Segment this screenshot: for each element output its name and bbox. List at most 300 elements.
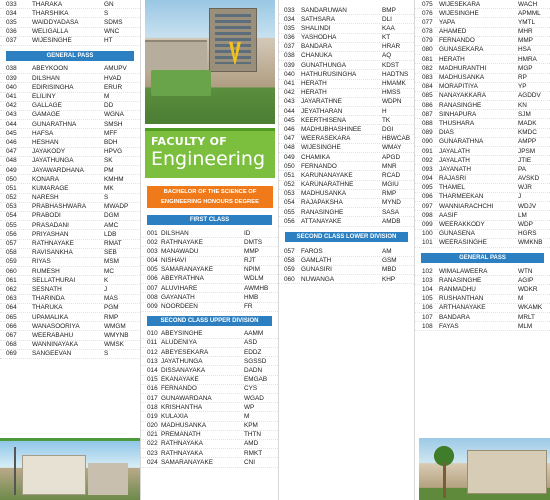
- initials: MNR: [382, 162, 397, 170]
- entry-number: 107: [422, 313, 433, 321]
- student-name: THARUKA: [32, 304, 63, 312]
- student-name: BANDARA: [439, 313, 470, 321]
- student-name: RUSHANTHAN: [439, 295, 484, 303]
- initials: RCAD: [382, 171, 401, 179]
- entry-number: 057: [284, 248, 295, 255]
- entry-number: 044: [284, 107, 295, 115]
- entry-number: 098: [422, 211, 433, 219]
- entry-number: 096: [422, 193, 433, 201]
- initials: AVSKD: [518, 175, 540, 183]
- initials: WDP: [518, 221, 533, 228]
- faculty-building-photo: [145, 0, 275, 124]
- initials: WGNA: [104, 111, 124, 119]
- entry-number: 037: [6, 37, 17, 45]
- student-name: GUNATHUNGA: [301, 61, 346, 69]
- student-name: MADHURANTHI: [439, 64, 487, 72]
- results-list: [279, 248, 414, 285]
- list-item: [0, 350, 140, 359]
- entry-number: 069: [6, 350, 17, 358]
- student-name: PRABODI: [32, 212, 61, 220]
- initials: DGI: [382, 125, 394, 133]
- entry-number: 090: [422, 138, 433, 146]
- student-name: RANASINGHE: [301, 208, 344, 216]
- entry-number: 067: [6, 331, 17, 339]
- faculty-of-label: FACULTY OF: [151, 135, 228, 148]
- entry-number: 054: [284, 199, 295, 207]
- student-name: SELLATHURAI: [32, 276, 76, 284]
- results-list: [141, 330, 278, 468]
- entry-number: 009: [147, 303, 158, 310]
- degree-title: BACHELOR OF THE SCIENCE OF ENGINEERING HONOURS DEGREE: [147, 186, 273, 208]
- student-name: GUNARATHNA: [439, 138, 484, 146]
- initials: S: [104, 350, 109, 358]
- initials: H: [382, 107, 387, 115]
- student-name: SANGEEVAN: [32, 350, 72, 358]
- student-name: JAYAWARDHANA: [32, 166, 84, 174]
- student-name: WIJESINGHE: [439, 9, 479, 17]
- student-name: WIJESINGHE: [301, 144, 341, 152]
- initials: M: [518, 295, 524, 303]
- entry-number: 049: [284, 153, 295, 161]
- student-name: MORAPITIYA: [439, 83, 478, 91]
- student-name: RAJAPAKSHA: [301, 199, 343, 207]
- student-name: RATHNAYAKE: [32, 240, 74, 247]
- entry-number: 075: [422, 0, 433, 8]
- student-name: WIMALAWEERA: [439, 267, 488, 275]
- student-name: RAJASRI: [439, 175, 466, 183]
- entry-number: 010: [147, 330, 158, 338]
- student-name: WANNINAYAKA: [32, 341, 79, 349]
- initials: WKAMK: [518, 304, 543, 312]
- initials: WGAD: [244, 394, 264, 402]
- initials: DADN: [244, 366, 263, 374]
- entry-number: 037: [284, 43, 295, 51]
- entry-number: 034: [6, 9, 17, 17]
- second-upper-header: SECOND CLASS UPPER DIVISION: [147, 316, 272, 326]
- general-pass-header: GENERAL PASS: [6, 51, 134, 61]
- entry-number: 057: [6, 240, 17, 247]
- initials: WACH: [518, 0, 538, 8]
- student-name: UPAMALIKA: [32, 313, 69, 321]
- entry-number: 034: [284, 15, 295, 23]
- initials: AMC: [104, 221, 119, 229]
- initials: KMHM: [104, 175, 124, 183]
- initials: DLI: [382, 15, 392, 23]
- entry-number: 103: [422, 276, 433, 284]
- entry-number: 050: [284, 162, 295, 170]
- entry-number: 045: [6, 129, 17, 137]
- initials: M: [104, 93, 110, 100]
- student-name: DILSHAN: [32, 74, 60, 82]
- initials: EMGAB: [244, 376, 268, 384]
- initials: HMRA: [518, 55, 537, 63]
- initials: MBD: [382, 266, 397, 274]
- entry-number: 039: [284, 61, 295, 69]
- entry-number: 056: [6, 230, 17, 238]
- student-name: WIJESINGHE: [32, 37, 72, 45]
- student-name: SHALINDI: [301, 24, 331, 32]
- initials: SJM: [518, 110, 531, 118]
- initials: MFF: [104, 129, 118, 137]
- student-name: SINHAPURA: [439, 110, 477, 118]
- initials: KT: [382, 34, 391, 42]
- entry-number: 079: [422, 37, 433, 45]
- initials: LDB: [104, 230, 117, 238]
- student-name: FERNANDO: [439, 37, 475, 45]
- student-name: NOORDEEN: [161, 303, 198, 310]
- student-name: DIAS: [439, 129, 454, 137]
- student-name: KUMARAGE: [32, 184, 69, 192]
- graduates-photo: [0, 438, 140, 500]
- results-column-1: [0, 0, 140, 500]
- student-name: KARUNARATHNE: [301, 181, 354, 189]
- initials: ID: [244, 229, 251, 237]
- student-name: WEERASEKARA: [301, 135, 351, 143]
- entry-number: 053: [284, 190, 295, 198]
- initials: WMYNB: [104, 331, 129, 339]
- student-name: THARINDA: [32, 295, 65, 303]
- student-name: GAMLATH: [301, 257, 332, 265]
- student-name: THUSHARA: [439, 119, 475, 127]
- list-item: [279, 275, 414, 284]
- first-class-header: FIRST CLASS: [147, 215, 272, 225]
- student-name: ABEYSINGHE: [161, 330, 203, 338]
- student-name: RANMADHU: [439, 285, 476, 293]
- initials: WDLM: [244, 275, 264, 283]
- initials: MGP: [518, 64, 533, 72]
- entry-number: 042: [284, 89, 295, 97]
- faculty-name: Engineering: [151, 148, 265, 170]
- student-name: MADHUSANKA: [161, 422, 207, 430]
- student-name: WEERABAHU: [32, 331, 74, 339]
- initials: HADTNS: [382, 70, 409, 78]
- student-name: GUNAWARDANA: [161, 394, 212, 402]
- student-name: ATTANAYAKE: [301, 217, 342, 225]
- results-list: [0, 65, 140, 359]
- student-name: YASHODHA: [301, 34, 337, 42]
- student-name: FERNANDO: [301, 162, 337, 170]
- initials: MK: [104, 184, 114, 192]
- initials: RMKT: [244, 449, 263, 457]
- initials: AMDB: [382, 217, 401, 225]
- student-name: RATHNAYAKE: [161, 238, 203, 246]
- initials: YMTL: [518, 18, 536, 26]
- entry-number: 036: [284, 34, 295, 42]
- student-name: PRASADANI: [32, 221, 69, 229]
- initials: WJR: [518, 184, 532, 192]
- initials: J: [518, 193, 522, 201]
- initials: SASA: [382, 208, 400, 216]
- student-name: FAROS: [301, 248, 323, 255]
- list-item: [415, 239, 550, 248]
- entry-number: 092: [422, 156, 433, 164]
- entry-number: 039: [6, 74, 17, 82]
- entry-number: 083: [422, 74, 433, 81]
- initials: YP: [518, 83, 527, 91]
- student-name: WELIGALLA: [32, 28, 69, 36]
- student-name: EDIRISINGHA: [32, 83, 74, 91]
- student-name: GUNARATHNA: [32, 120, 77, 128]
- entry-number: 049: [6, 166, 17, 174]
- initials: RP: [518, 74, 527, 81]
- list-item: [141, 303, 278, 312]
- entry-number: 058: [6, 249, 17, 257]
- initials: APGD: [382, 153, 401, 161]
- student-name: JAYATHUNGA: [32, 157, 74, 165]
- student-name: KRISHANTHA: [161, 403, 203, 411]
- entry-number: 093: [422, 165, 433, 173]
- initials: HMSS: [382, 89, 401, 97]
- entry-number: 040: [284, 70, 295, 78]
- student-name: MADHUSANKA: [301, 190, 347, 198]
- entry-number: 066: [6, 322, 17, 330]
- entry-number: 041: [6, 93, 17, 100]
- initials: HMAMK: [382, 80, 406, 87]
- initials: KPM: [244, 422, 258, 430]
- student-name: PRIYASHAN: [32, 230, 69, 238]
- entry-number: 054: [6, 212, 17, 220]
- entry-number: 099: [422, 221, 433, 228]
- student-name: NARESH: [32, 194, 59, 202]
- entry-number: 012: [147, 348, 158, 356]
- initials: AGIP: [518, 276, 534, 284]
- student-name: THARSHIKA: [32, 9, 69, 17]
- entry-number: 035: [284, 24, 295, 32]
- student-name: WANASOORIYA: [32, 322, 80, 330]
- initials: MHR: [518, 28, 533, 36]
- entry-number: 042: [6, 102, 17, 110]
- results-column-2: [140, 0, 278, 500]
- student-name: GAMAGE: [32, 111, 61, 119]
- entry-number: 013: [147, 357, 158, 365]
- student-name: BANDARA: [301, 43, 332, 51]
- entry-number: 022: [147, 440, 158, 448]
- entry-number: 059: [6, 258, 17, 266]
- entry-number: 020: [147, 422, 158, 430]
- entry-number: 053: [6, 203, 17, 211]
- entry-number: 011: [147, 339, 158, 347]
- initials: WMAY: [382, 144, 402, 152]
- second-lower-header: SECOND CLASS LOWER DIVISION: [285, 232, 408, 242]
- student-name: JAYATHUNGA: [161, 357, 203, 365]
- initials: WMKNB: [518, 239, 543, 247]
- entry-number: 060: [6, 267, 17, 275]
- entry-number: 002: [147, 238, 158, 246]
- initials: DGM: [104, 212, 119, 220]
- student-name: RATHNAYAKA: [161, 449, 203, 457]
- entry-number: 003: [147, 247, 158, 255]
- initials: HVAD: [104, 74, 122, 82]
- student-name: GUNASEKARA: [439, 46, 484, 54]
- student-name: KULAXIA: [161, 412, 188, 420]
- entry-number: 008: [147, 293, 158, 301]
- entry-number: 018: [147, 403, 158, 411]
- initials: CNI: [244, 458, 256, 466]
- initials: SMSH: [104, 120, 123, 128]
- entry-number: 100: [422, 230, 433, 238]
- initials: MRLT: [518, 313, 535, 321]
- student-name: FERNANDO: [161, 385, 197, 393]
- entry-number: 047: [6, 148, 17, 156]
- initials: WP: [244, 403, 255, 411]
- initials: KN: [518, 101, 527, 109]
- initials: KAA: [382, 24, 395, 32]
- student-name: RUMESH: [32, 267, 60, 275]
- entry-number: 052: [6, 194, 17, 202]
- initials: WTN: [518, 267, 533, 275]
- student-name: AASIF: [439, 211, 458, 219]
- student-name: ELILINY: [32, 93, 56, 100]
- entry-number: 087: [422, 110, 433, 118]
- student-name: WAIDDYADASA: [32, 18, 79, 26]
- student-name: ARTHANAYAKE: [439, 304, 486, 312]
- initials: SEB: [104, 249, 117, 257]
- initials: AGDDV: [518, 92, 541, 100]
- entry-number: 040: [6, 83, 17, 91]
- initials: WMSK: [104, 341, 124, 349]
- entry-number: 105: [422, 295, 433, 303]
- student-name: WEERAKKODY: [439, 221, 485, 228]
- entry-number: 004: [147, 257, 158, 265]
- entry-number: 104: [422, 285, 433, 293]
- entry-number: 036: [6, 28, 17, 36]
- initials: AM: [382, 248, 392, 255]
- initials: LM: [518, 211, 527, 219]
- entry-number: 078: [422, 28, 433, 36]
- initials: BDH: [104, 138, 118, 146]
- student-name: ABEYRATHNA: [161, 275, 204, 283]
- student-name: NUWANGA: [301, 275, 335, 283]
- entry-number: 102: [422, 267, 433, 275]
- entry-number: 088: [422, 119, 433, 127]
- initials: K: [104, 276, 109, 284]
- student-name: SAMARANAYAKE: [161, 266, 213, 274]
- entry-number: 063: [6, 295, 17, 303]
- initials: HMB: [244, 293, 259, 301]
- entry-number: 082: [422, 64, 433, 72]
- initials: AQ: [382, 52, 392, 60]
- initials: HRAR: [382, 43, 401, 51]
- entry-number: 081: [422, 55, 433, 63]
- entry-number: 001: [147, 229, 158, 237]
- initials: HT: [104, 37, 113, 45]
- entry-number: 101: [422, 239, 433, 247]
- student-name: NISHAVI: [161, 257, 187, 265]
- student-name: HERATH: [301, 80, 327, 87]
- initials: BMP: [382, 6, 396, 14]
- initials: PGM: [104, 304, 119, 312]
- entry-number: 076: [422, 9, 433, 17]
- student-name: KEERTHISENA: [301, 116, 346, 124]
- initials: WMGM: [104, 322, 126, 330]
- initials: S: [104, 194, 109, 202]
- initials: RJT: [244, 257, 256, 265]
- entry-number: 041: [284, 80, 295, 87]
- student-name: RANASINGHE: [439, 101, 482, 109]
- entry-number: 061: [6, 276, 17, 284]
- student-name: GALLAGE: [32, 102, 62, 110]
- initials: M: [244, 412, 250, 420]
- initials: SDMS: [104, 18, 123, 26]
- initials: APMML: [518, 9, 541, 17]
- student-name: GUNASENA: [439, 230, 475, 238]
- student-name: HERATH: [439, 55, 465, 63]
- initials: EDDZ: [244, 348, 262, 356]
- entry-number: 055: [284, 208, 295, 216]
- results-column-3: [278, 0, 414, 500]
- initials: AWMHB: [244, 284, 269, 292]
- initials: JTIE: [518, 156, 532, 164]
- initials: ERUR: [104, 83, 123, 91]
- entry-number: 091: [422, 147, 433, 155]
- initials: MLM: [518, 322, 533, 330]
- entry-number: 043: [6, 111, 17, 119]
- student-name: PREMANATH: [161, 431, 201, 439]
- student-name: WEERASINGHE: [439, 239, 487, 247]
- student-name: DILSHAN: [161, 229, 189, 237]
- entry-number: 046: [284, 125, 295, 133]
- student-name: THARMEEKAN: [439, 193, 484, 201]
- initials: WDKR: [518, 285, 538, 293]
- initials: GSM: [382, 257, 397, 265]
- student-name: FAYAS: [439, 322, 459, 330]
- initials: SK: [104, 157, 113, 165]
- entry-number: 017: [147, 394, 158, 402]
- entry-number: 060: [284, 275, 295, 283]
- student-name: MADHUBHASHINEE: [301, 125, 362, 133]
- student-name: CHAMIKA: [301, 153, 331, 161]
- student-name: HESHAN: [32, 138, 59, 146]
- initials: HBWCAB: [382, 135, 411, 143]
- initials: AMUPV: [104, 65, 127, 73]
- general-pass-header: GENERAL PASS: [421, 253, 544, 263]
- initials: DMTS: [244, 238, 263, 246]
- student-name: RAVISANKHA: [32, 249, 73, 257]
- initials: WDPN: [382, 98, 402, 106]
- entry-number: 051: [6, 184, 17, 192]
- initials: AMD: [244, 440, 259, 448]
- entry-number: 050: [6, 175, 17, 183]
- student-name: SAMARANAYAKE: [161, 458, 213, 466]
- student-name: ALUDENIYA: [161, 339, 197, 347]
- initials: WNC: [104, 28, 120, 36]
- campus-photo: [419, 438, 550, 500]
- student-name: GAYANATH: [161, 293, 195, 301]
- entry-number: 064: [6, 304, 17, 312]
- entry-number: 055: [6, 221, 17, 229]
- initials: TK: [382, 116, 391, 124]
- initials: KDST: [382, 61, 400, 69]
- initials: DD: [104, 102, 114, 110]
- initials: PA: [518, 165, 527, 173]
- entry-number: 023: [147, 449, 158, 457]
- entry-number: 095: [422, 184, 433, 192]
- entry-number: 046: [6, 138, 17, 146]
- student-name: AHAMED: [439, 28, 467, 36]
- entry-number: 094: [422, 175, 433, 183]
- initials: MWADP: [104, 203, 129, 211]
- student-name: EKANAYAKE: [161, 376, 199, 384]
- initials: JPSM: [518, 147, 536, 155]
- list-item: [415, 322, 550, 331]
- entry-number: 005: [147, 266, 158, 274]
- initials: MADK: [518, 119, 537, 127]
- student-name: HAFSA: [32, 129, 54, 137]
- entry-number: 068: [6, 341, 17, 349]
- engineering-results: [141, 211, 278, 500]
- student-name: JAYANATH: [439, 165, 471, 173]
- entry-number: 038: [6, 65, 17, 73]
